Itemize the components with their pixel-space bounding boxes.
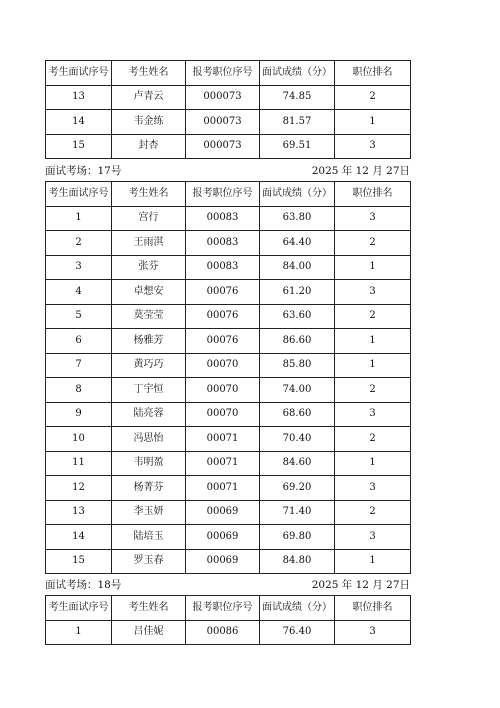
table-cell: 7 bbox=[46, 353, 112, 378]
table-cell: 李玉妍 bbox=[112, 500, 186, 525]
table-cell: 10 bbox=[46, 427, 112, 452]
table-row bbox=[46, 525, 411, 550]
table-cell: 000073 bbox=[186, 134, 260, 159]
column-header: 考生面试序号 bbox=[46, 182, 112, 207]
table-cell: 3 bbox=[335, 134, 411, 159]
column-header: 考生姓名 bbox=[112, 596, 186, 621]
table-cell: 2 bbox=[46, 231, 112, 256]
table-cell: 吕佳妮 bbox=[112, 620, 186, 645]
table-cell: 3 bbox=[335, 402, 411, 427]
table-cell: 63.80 bbox=[260, 206, 335, 231]
table-cell: 15 bbox=[46, 134, 112, 159]
table-cell: 卢青云 bbox=[112, 85, 186, 110]
table-cell: 00071 bbox=[186, 476, 260, 501]
table-cell: 74.00 bbox=[260, 378, 335, 403]
table-cell: 000073 bbox=[186, 85, 260, 110]
table-cell: 2 bbox=[335, 427, 411, 452]
table-cell: 1 bbox=[335, 329, 411, 354]
exam-date: 2025 年 12 月 27日 bbox=[311, 579, 410, 591]
table-cell: 84.80 bbox=[260, 549, 335, 574]
table-cell: 13 bbox=[46, 500, 112, 525]
table-cell: 1 bbox=[335, 451, 411, 476]
table-row bbox=[46, 329, 411, 354]
table-cell: 5 bbox=[46, 304, 112, 329]
table-cell: 陆亮蓉 bbox=[112, 402, 186, 427]
table-cell: 00069 bbox=[186, 549, 260, 574]
column-header: 考生面试序号 bbox=[46, 596, 112, 621]
table-cell: 00071 bbox=[186, 427, 260, 452]
table-row bbox=[46, 255, 411, 280]
table-cell: 韦金练 bbox=[112, 110, 186, 135]
table-body bbox=[46, 61, 411, 159]
table-row bbox=[46, 85, 411, 110]
table-row bbox=[46, 402, 411, 427]
table-cell: 杨菁芬 bbox=[112, 476, 186, 501]
table-row bbox=[46, 451, 411, 476]
table-header-row bbox=[46, 596, 411, 621]
table-cell: 00069 bbox=[186, 525, 260, 550]
table-cell: 15 bbox=[46, 549, 112, 574]
table-body bbox=[46, 596, 411, 645]
table-cell: 00086 bbox=[186, 620, 260, 645]
table-cell: 13 bbox=[46, 85, 112, 110]
column-header: 考生姓名 bbox=[112, 182, 186, 207]
table-cell: 1 bbox=[335, 255, 411, 280]
column-header: 职位排名 bbox=[335, 182, 411, 207]
table-cell: 00083 bbox=[186, 231, 260, 256]
table-cell: 王雨淇 bbox=[112, 231, 186, 256]
table-cell: 1 bbox=[46, 620, 112, 645]
table-cell: 81.57 bbox=[260, 110, 335, 135]
column-header: 面试成绩（分） bbox=[260, 596, 335, 621]
table-cell: 8 bbox=[46, 378, 112, 403]
table-cell: 3 bbox=[335, 280, 411, 305]
venue-header-17 bbox=[45, 164, 410, 178]
table-cell: 84.60 bbox=[260, 451, 335, 476]
table-cell: 丁宇恒 bbox=[112, 378, 186, 403]
table-cell: 00069 bbox=[186, 500, 260, 525]
table-cell: 杨雅芳 bbox=[112, 329, 186, 354]
table-cell: 000073 bbox=[186, 110, 260, 135]
table-cell: 陆培玉 bbox=[112, 525, 186, 550]
table-header-row bbox=[46, 61, 411, 86]
table-cell: 00070 bbox=[186, 402, 260, 427]
results-table-venue-17 bbox=[45, 181, 411, 574]
table-cell: 61.20 bbox=[260, 280, 335, 305]
table-cell: 86.60 bbox=[260, 329, 335, 354]
results-table-continued bbox=[45, 60, 411, 159]
venue-label: 面试考场：17号 bbox=[45, 165, 122, 177]
table-cell: 6 bbox=[46, 329, 112, 354]
table-row bbox=[46, 620, 411, 645]
table-cell: 冯思怡 bbox=[112, 427, 186, 452]
table-cell: 69.51 bbox=[260, 134, 335, 159]
venue-label: 面试考场：18号 bbox=[45, 579, 122, 591]
table-cell: 封杏 bbox=[112, 134, 186, 159]
table-cell: 64.40 bbox=[260, 231, 335, 256]
column-header: 报考职位序号 bbox=[186, 61, 260, 86]
table-row bbox=[46, 231, 411, 256]
table-row bbox=[46, 500, 411, 525]
table-cell: 11 bbox=[46, 451, 112, 476]
table-cell: 3 bbox=[335, 620, 411, 645]
table-cell: 00070 bbox=[186, 353, 260, 378]
table-cell: 00071 bbox=[186, 451, 260, 476]
table-cell: 00083 bbox=[186, 255, 260, 280]
table-cell: 70.40 bbox=[260, 427, 335, 452]
table-row bbox=[46, 549, 411, 574]
table-cell: 3 bbox=[46, 255, 112, 280]
table-row bbox=[46, 110, 411, 135]
table-cell: 9 bbox=[46, 402, 112, 427]
table-row bbox=[46, 280, 411, 305]
column-header: 面试成绩（分） bbox=[260, 182, 335, 207]
column-header: 报考职位序号 bbox=[186, 596, 260, 621]
table-cell: 张芬 bbox=[112, 255, 186, 280]
table-body bbox=[46, 182, 411, 574]
table-cell: 00070 bbox=[186, 378, 260, 403]
column-header: 职位排名 bbox=[335, 61, 411, 86]
table-header-row bbox=[46, 182, 411, 207]
column-header: 考生姓名 bbox=[112, 61, 186, 86]
table-row bbox=[46, 378, 411, 403]
table-cell: 69.20 bbox=[260, 476, 335, 501]
table-cell: 罗玉春 bbox=[112, 549, 186, 574]
table-row bbox=[46, 353, 411, 378]
table-cell: 85.80 bbox=[260, 353, 335, 378]
table-cell: 14 bbox=[46, 110, 112, 135]
column-header: 面试成绩（分） bbox=[260, 61, 335, 86]
table-cell: 1 bbox=[335, 110, 411, 135]
table-cell: 69.80 bbox=[260, 525, 335, 550]
table-cell: 00076 bbox=[186, 329, 260, 354]
table-cell: 2 bbox=[335, 500, 411, 525]
table-cell: 韦明盈 bbox=[112, 451, 186, 476]
venue-header-18 bbox=[45, 578, 410, 592]
table-cell: 4 bbox=[46, 280, 112, 305]
table-cell: 71.40 bbox=[260, 500, 335, 525]
table-cell: 1 bbox=[335, 549, 411, 574]
table-cell: 76.40 bbox=[260, 620, 335, 645]
table-cell: 68.60 bbox=[260, 402, 335, 427]
table-cell: 2 bbox=[335, 304, 411, 329]
table-cell: 3 bbox=[335, 206, 411, 231]
results-table-venue-18 bbox=[45, 595, 411, 645]
column-header: 职位排名 bbox=[335, 596, 411, 621]
exam-date: 2025 年 12 月 27日 bbox=[311, 165, 410, 177]
table-row bbox=[46, 476, 411, 501]
table-cell: 14 bbox=[46, 525, 112, 550]
table-cell: 74.85 bbox=[260, 85, 335, 110]
table-cell: 莫莹莹 bbox=[112, 304, 186, 329]
table-cell: 63.60 bbox=[260, 304, 335, 329]
table-row bbox=[46, 134, 411, 159]
table-row bbox=[46, 206, 411, 231]
column-header: 报考职位序号 bbox=[186, 182, 260, 207]
table-cell: 2 bbox=[335, 85, 411, 110]
table-cell: 卓想安 bbox=[112, 280, 186, 305]
table-row bbox=[46, 304, 411, 329]
table-cell: 2 bbox=[335, 378, 411, 403]
table-cell: 黄巧巧 bbox=[112, 353, 186, 378]
table-cell: 84.00 bbox=[260, 255, 335, 280]
table-cell: 1 bbox=[335, 353, 411, 378]
table-cell: 宫行 bbox=[112, 206, 186, 231]
table-cell: 00083 bbox=[186, 206, 260, 231]
table-cell: 3 bbox=[335, 476, 411, 501]
column-header: 考生面试序号 bbox=[46, 61, 112, 86]
table-cell: 12 bbox=[46, 476, 112, 501]
table-row bbox=[46, 427, 411, 452]
table-cell: 00076 bbox=[186, 304, 260, 329]
table-cell: 2 bbox=[335, 231, 411, 256]
table-cell: 3 bbox=[335, 525, 411, 550]
table-cell: 1 bbox=[46, 206, 112, 231]
table-cell: 00076 bbox=[186, 280, 260, 305]
